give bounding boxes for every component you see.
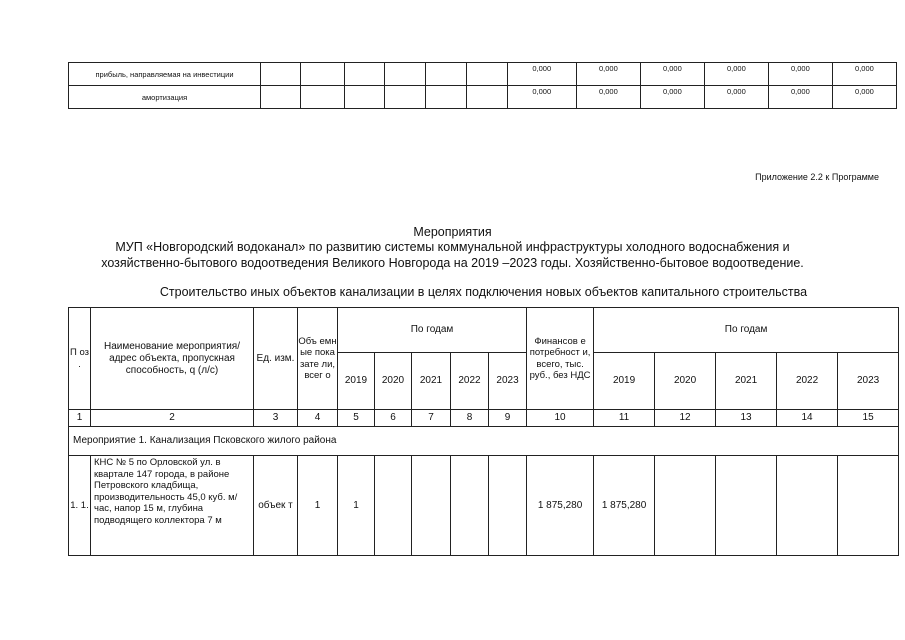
column-number: 11 <box>594 410 655 427</box>
column-number: 4 <box>298 410 338 427</box>
column-number: 14 <box>777 410 838 427</box>
row-finance-2019: 1 875,280 <box>594 456 655 556</box>
row-label: амортизация <box>69 86 261 109</box>
cell-value: 0,000 <box>704 63 768 86</box>
document-title-line3: хозяйственно-бытового водоотведения Великого Новгорода на 2019 –2023 годы. Хозяйственно-бытовое водоотведение. <box>101 256 804 270</box>
column-number: 12 <box>655 410 716 427</box>
year-header: 2021 <box>412 353 451 410</box>
year-header: 2021 <box>716 353 777 410</box>
header-volume: Объ емн ые пока зате ли, всег о <box>298 308 338 410</box>
table-subtitle: Строительство иных объектов канализации в целях подключения новых объектов капитального строительства <box>159 285 808 299</box>
table-row <box>69 456 899 556</box>
header-name: Наименование мероприятия/адрес объекта, пропускная способность, q (л/с) <box>91 308 254 410</box>
row-unit: объек т <box>254 456 298 556</box>
row-volume: 1 <box>298 456 338 556</box>
column-number: 8 <box>451 410 489 427</box>
cell-value: 0,000 <box>768 86 832 109</box>
year-header: 2020 <box>375 353 412 410</box>
year-header: 2020 <box>655 353 716 410</box>
document-title-line2: МУП «Новгородский водоканал» по развитию системы коммунальной инфраструктуры холодного водоснабжения и <box>115 240 790 254</box>
row-2019: 1 <box>338 456 375 556</box>
column-number-row <box>69 410 899 427</box>
year-header: 2022 <box>451 353 489 410</box>
appendix-label: Приложение 2.2 к Программе <box>755 172 879 182</box>
header-finance: Финансов е потребност и, всего, тыс. руб., без НДС <box>527 308 594 410</box>
year-header: 2022 <box>777 353 838 410</box>
header-pos: П оз . <box>69 308 91 410</box>
column-number: 6 <box>375 410 412 427</box>
year-header: 2019 <box>594 353 655 410</box>
header-row <box>69 308 899 353</box>
column-number: 1 <box>69 410 91 427</box>
section-title: Мероприятие 1. Канализация Псковского жилого района <box>69 427 899 456</box>
table-row <box>69 63 897 86</box>
row-label: прибыль, направляемая на инвестиции <box>69 63 261 86</box>
cell-value: 0,000 <box>576 86 640 109</box>
year-header: 2019 <box>338 353 375 410</box>
cell-value: 0,000 <box>704 86 768 109</box>
row-pos: 1. 1. <box>69 456 91 556</box>
header-unit: Ед. изм. <box>254 308 298 410</box>
row-name: КНС № 5 по Орловской ул. в квартале 147 города, в районе Петровского кладбища, производительность 45,0 куб. м/час, напор 15 м, глубина подводящего коллектора 7 м <box>91 456 254 556</box>
column-number: 2 <box>91 410 254 427</box>
column-number: 7 <box>412 410 451 427</box>
table-row <box>69 86 897 109</box>
measures-table <box>68 307 899 556</box>
row-finance: 1 875,280 <box>527 456 594 556</box>
cell-value: 0,000 <box>576 63 640 86</box>
cell-value: 0,000 <box>832 63 896 86</box>
year-header: 2023 <box>838 353 899 410</box>
cell-value: 0,000 <box>768 63 832 86</box>
year-header: 2023 <box>489 353 527 410</box>
column-number: 3 <box>254 410 298 427</box>
column-number: 5 <box>338 410 375 427</box>
document-title: Мероприятия <box>413 225 492 239</box>
header-by-years-2: По годам <box>594 308 899 353</box>
cell-value: 0,000 <box>832 86 896 109</box>
cell-value: 0,000 <box>507 63 576 86</box>
cell-value: 0,000 <box>640 86 704 109</box>
column-number: 15 <box>838 410 899 427</box>
header-by-years: По годам <box>338 308 527 353</box>
cell-value: 0,000 <box>640 63 704 86</box>
column-number: 10 <box>527 410 594 427</box>
column-number: 9 <box>489 410 527 427</box>
column-number: 13 <box>716 410 777 427</box>
previous-table-fragment <box>68 62 897 109</box>
section-row <box>69 427 899 456</box>
cell-value: 0,000 <box>507 86 576 109</box>
